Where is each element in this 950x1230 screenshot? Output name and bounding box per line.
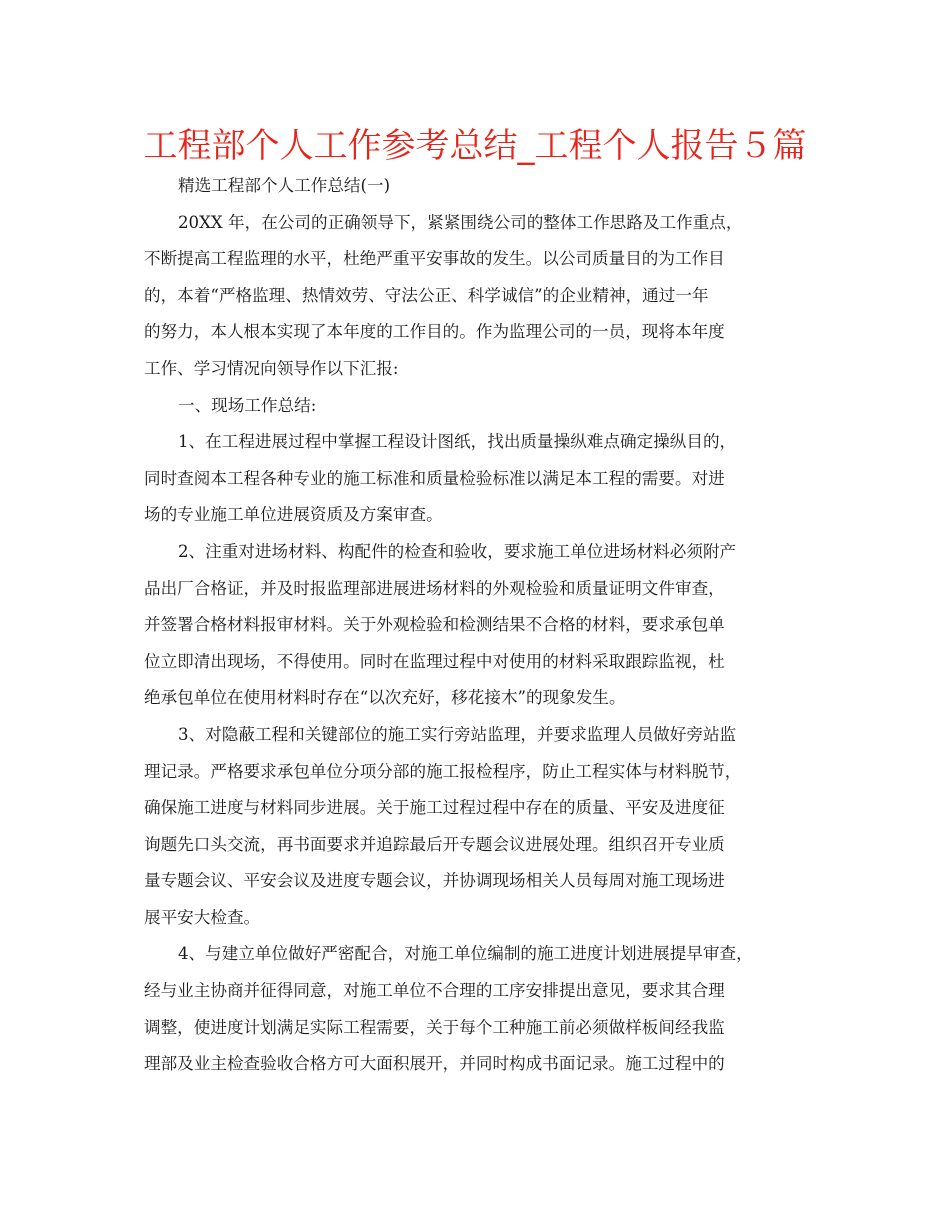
- text-line: 展平安大检查。: [144, 907, 261, 927]
- text-line: 理部及业主检查验收合格方可大面积展开，并同时构成书面记录。施工过程中的: [144, 1054, 725, 1074]
- text-line: 1、在工程进展过程中掌握工程设计图纸，找出质量操纵难点确定操纵目的，: [178, 432, 737, 452]
- text-line: 的努力，本人根本实现了本年度的工作目的。作为监理公司的一员，现将本年度: [144, 322, 725, 342]
- document-title: 工程部个人工作参考总结_工程个人报告５篇: [143, 126, 807, 166]
- text-line: 理记录。严格要求承包单位分项分部的施工报检程序，防止工程实体与材料脱节，: [144, 761, 742, 781]
- text-line: 一、现场工作总结:: [178, 395, 317, 415]
- text-line: 精选工程部个人工作总结(一): [178, 176, 391, 195]
- text-line: 绝承包单位在使用材料时存在“以次充好，移花接木”的现象发生。: [144, 688, 626, 708]
- text-line: 不断提高工程监理的水平，杜绝严重平安事故的发生。以公司质量目的为工作目: [144, 249, 725, 269]
- text-line: 调整，使进度计划满足实际工程需要，关于每个工种施工前必须做样板间经我监: [144, 1017, 725, 1037]
- text-line: 同时查阅本工程各种专业的施工标准和质量检验标准以满足本工程的需要。对进: [144, 468, 725, 488]
- text-line: 20XX 年，在公司的正确领导下，紧紧围绕公司的整体工作思路及工作重点，: [178, 212, 743, 232]
- text-line: 确保施工进度与材料同步进展。关于施工过程过程中存在的质量、平安及进度征: [144, 798, 725, 818]
- text-line: 3、对隐蔽工程和关键部位的施工实行旁站监理，并要求监理人员做好旁站监: [178, 724, 737, 744]
- text-line: 工作、学习情况向领导作以下汇报:: [144, 358, 399, 378]
- text-line: 的，本着“严格监理、热情效劳、守法公正、科学诚信”的企业精神，通过一年: [144, 285, 709, 305]
- text-line: 4、与建立单位做好严密配合，对施工单位编制的施工进度计划进展提早审查，: [178, 944, 753, 964]
- text-line: 量专题会议、平安会议及进度专题会议，并协调现场相关人员每周对施工现场进: [144, 871, 725, 891]
- text-line: 2、注重对进场材料、构配件的检查和验收，要求施工单位进场材料必须附产: [178, 541, 737, 561]
- text-line: 场的专业施工单位进展资质及方案审查。: [144, 505, 443, 525]
- text-line: 位立即清出现场，不得使用。同时在监理过程中对使用的材料采取跟踪监视，杜: [144, 651, 725, 671]
- document-body: [144, 168, 812, 1083]
- text-line: 询题先口头交流，再书面要求并追踪最后开专题会议进展处理。组织召开专业质: [144, 834, 725, 854]
- text-line: 经与业主协商并征得同意，对施工单位不合理的工序安排提出意见，要求其合理: [144, 981, 725, 1001]
- text-line: 并签署合格材料报审材料。关于外观检验和检测结果不合格的材料，要求承包单: [144, 615, 725, 635]
- text-line: 品出厂合格证，并及时报监理部进展进场材料的外观检验和质量证明文件审查，: [144, 578, 725, 598]
